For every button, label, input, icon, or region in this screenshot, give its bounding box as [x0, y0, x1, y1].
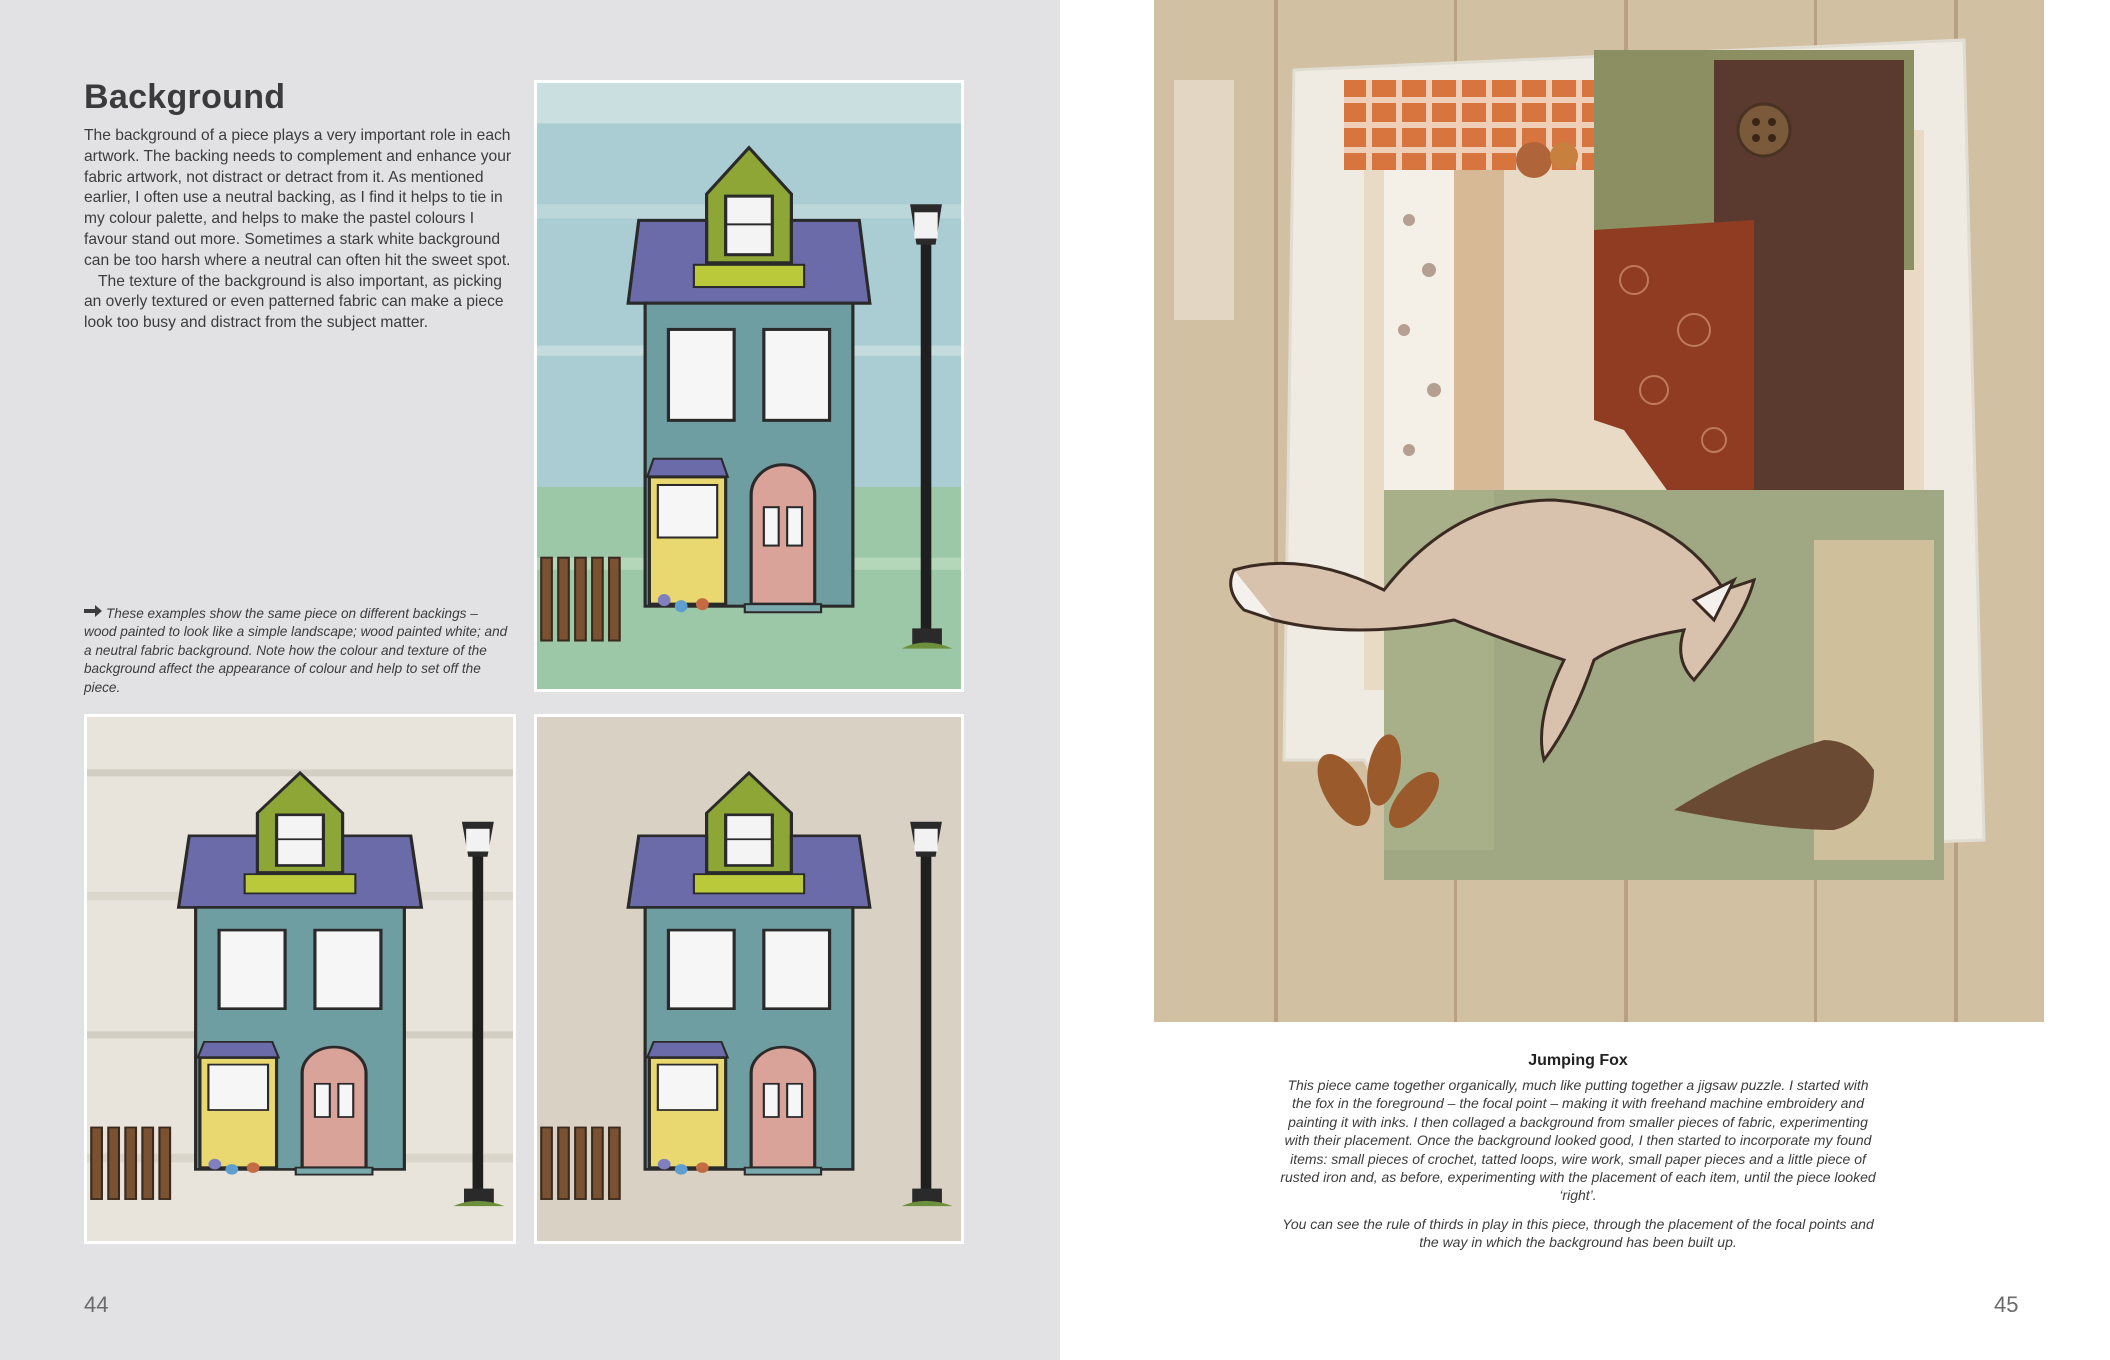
body-paragraph-1: The background of a piece plays a very important role in each artwork. The backing needs to complement and enhance your fabric artwork, not distract or detract from it. As mentioned earlier, I often use a neutral backing, as I find it helps to tie in my colour palette, and helps to make the pastel colours I favour stand out more. Sometimes a stark white background can be too harsh where a neutral can often hit the sweet spot.	[84, 127, 512, 269]
house-photo-white-wood	[84, 714, 516, 1244]
house-photo-neutral-fabric	[534, 714, 964, 1244]
photo-caption	[84, 604, 514, 697]
jumping-fox-photo	[1154, 0, 2044, 1022]
artwork-caption-paragraph-2: You can see the rule of thirds in play in this piece, through the placement of the focal points and the way in which the background has been built up.	[1282, 1215, 1874, 1251]
caption-text: These examples show the same piece on different backings – wood painted to look like a simple landscape; wood painted white; and a neutral fabric background. Note how the colour and texture of the background affect the appearance of colour and help to set off the piece.	[84, 606, 508, 695]
body-text	[84, 126, 516, 334]
page-number-left: 44	[84, 1292, 109, 1317]
artwork-caption	[1278, 1076, 1878, 1252]
house-photo-landscape-wood	[534, 80, 964, 692]
section-heading: Background	[84, 78, 286, 116]
artwork-caption-paragraph-1: This piece came together organically, much like putting together a jigsaw puzzle. I started with the fox in the foreground – the focal point – making it with freehand machine embroidery and painting it with inks. I then collaged a background from smaller pieces of fabric, experimenting with their placement. Once the background looked good, I then started to incorporate my found items: small pieces of crochet, tatted loops, wire work, small paper pieces and a little piece of rusted iron and, as before, experimenting with the placement of each item, until the piece looked ‘right’.	[1280, 1077, 1876, 1204]
page-number-right: 45	[1994, 1292, 2019, 1317]
body-paragraph-2: The texture of the background is also important, as picking an overly textured or even patterned fabric can make a piece look too busy and distract from the subject matter.	[84, 272, 504, 332]
arrow-right-icon	[84, 604, 106, 623]
artwork-title: Jumping Fox	[1528, 1052, 1628, 1069]
